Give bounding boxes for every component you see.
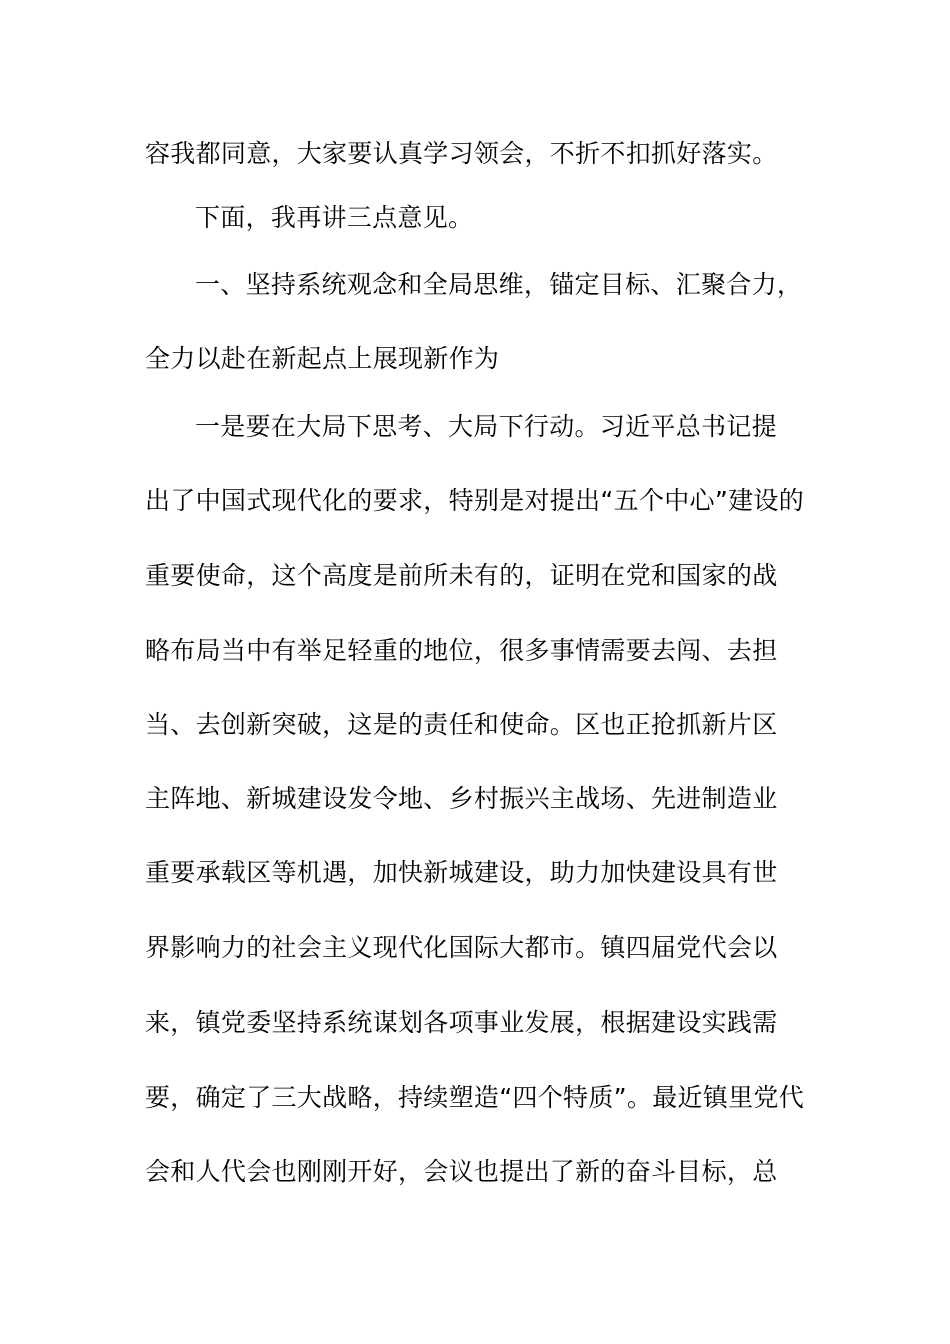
text-line-5: 一是要在大局下思考、大局下行动。习近平总书记提 (195, 412, 777, 441)
text-line-13: 来，镇党委坚持系统谋划各项事业发展，根据建设实践需 (145, 1008, 778, 1037)
text-line-7: 重要使命，这个高度是前所未有的，证明在党和国家的战 (145, 561, 778, 590)
text-line-9: 当、去创新突破，这是的责任和使命。区也正抢抓新片区 (145, 710, 778, 739)
text-line-10: 主阵地、新城建设发令地、乡村振兴主战场、先进制造业 (145, 784, 778, 813)
text-line-6: 出了中国式现代化的要求，特别是对提出“五个中心”建设的 (145, 486, 805, 515)
text-line-11: 重要承载区等机遇，加快新城建设，助力加快建设具有世 (145, 858, 778, 887)
text-line-1: 容我都同意，大家要认真学习领会，不折不扣抓好落实。 (145, 139, 778, 168)
text-line-15: 会和人代会也刚刚开好，会议也提出了新的奋斗目标，总 (145, 1157, 778, 1186)
text-line-14: 要，确定了三大战略，持续塑造“四个特质”。最近镇里党代 (145, 1083, 805, 1112)
text-line-12: 界影响力的社会主义现代化国际大都市。镇四届党代会以 (145, 933, 778, 962)
section-heading-line-1: 一、坚持系统观念和全局思维，锚定目标、汇聚合力， (195, 270, 803, 299)
text-line-8: 略布局当中有举足轻重的地位，很多事情需要去闯、去担 (145, 636, 778, 665)
section-heading-line-2: 全力以赴在新起点上展现新作为 (145, 344, 500, 373)
text-line-2: 下面，我再讲三点意见。 (195, 203, 474, 232)
